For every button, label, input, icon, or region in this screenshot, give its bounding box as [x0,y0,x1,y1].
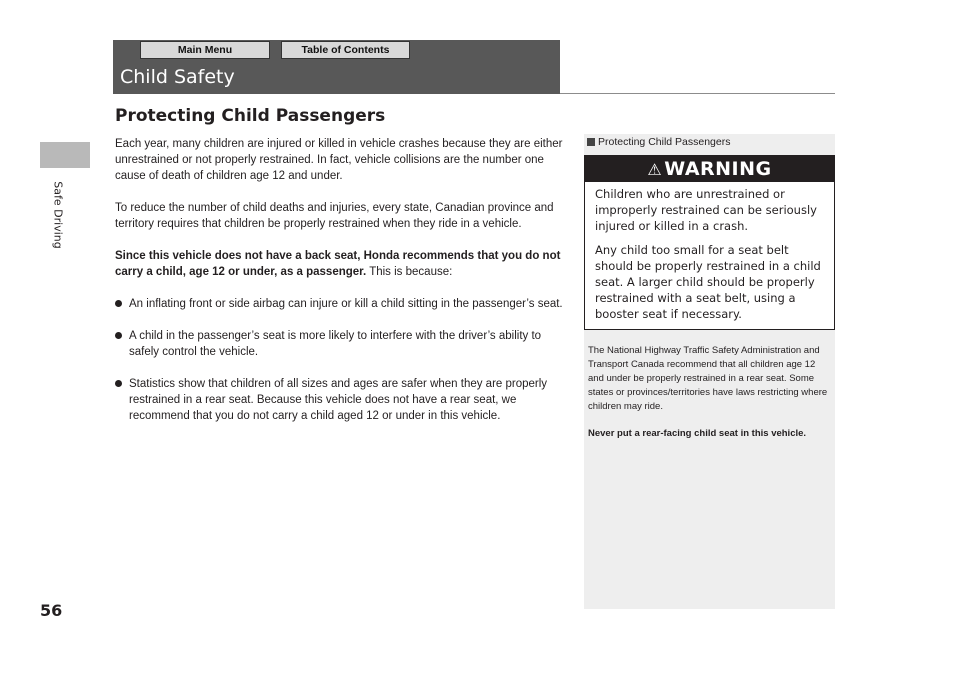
side-tab-marker [40,142,90,168]
list-item: A child in the passenger’s seat is more likely to interfere with the driver’s ability to safely control the vehicle. [115,328,565,360]
warning-header [585,156,834,182]
warning-title: WARNING [664,158,772,180]
page-heading: Protecting Child Passengers [115,106,386,126]
sidebar-note-bold: Never put a rear-facing child seat in this vehicle. [588,428,807,439]
body-paragraph: Each year, many children are injured or killed in vehicle crashes because they are either unrestrained or not properly restrained. In fact, vehicle collisions are the number one cause of death of children age 12 and under. [115,138,563,182]
recommendation-tail: This is because: [366,266,453,278]
section-title: Child Safety [120,66,235,88]
warning-body [585,182,834,322]
side-tab-label: Safe Driving [51,181,65,249]
bold-recommendation: Since this vehicle does not have a back seat, Honda recommends that you do not carry a child, age 12 or under, as a passenger. [115,250,561,278]
page-number: 56 [40,601,63,620]
reference-marker-icon [587,138,595,146]
warning-triangle-icon: ⚠ [647,160,663,179]
sidebar-note: The National Highway Traffic Safety Administration and Transport Canada recommend that all children age 12 and under be properly restrained in a rear seat. Some states or provinces/territories have laws restricting where children may ride. [588,345,828,412]
body-paragraph: To reduce the number of child deaths and injuries, every state, Canadian province and territory requires that children be properly restrained when they ride in a vehicle. [115,202,554,230]
header-rule [560,93,835,94]
warning-box [584,155,835,330]
warning-text: Any child too small for a seat belt should be properly restrained in a child seat. A larger child should be properly restrained with a seat belt, using a booster seat if necessary. [595,243,821,321]
sidebar-heading-text: Protecting Child Passengers [598,136,731,148]
main-body [115,136,565,440]
sidebar-heading [587,136,731,148]
table-of-contents-button[interactable]: Table of Contents [281,41,410,59]
sidebar-notes [588,344,833,454]
warning-text: Children who are unrestrained or improperly restrained can be seriously injured or killed in a crash. [595,187,817,233]
list-item: Statistics show that children of all sizes and ages are safer when they are properly restrained in a rear seat. Because this vehicle does not have a rear seat, we recommend that you do not carry a child aged 12 or under in this vehicle. [115,376,565,424]
body-paragraph-recommendation [115,248,565,280]
list-item: An inflating front or side airbag can injure or kill a child sitting in the passenger’s seat. [115,296,565,312]
main-menu-button[interactable]: Main Menu [140,41,270,59]
reason-list [115,296,565,424]
